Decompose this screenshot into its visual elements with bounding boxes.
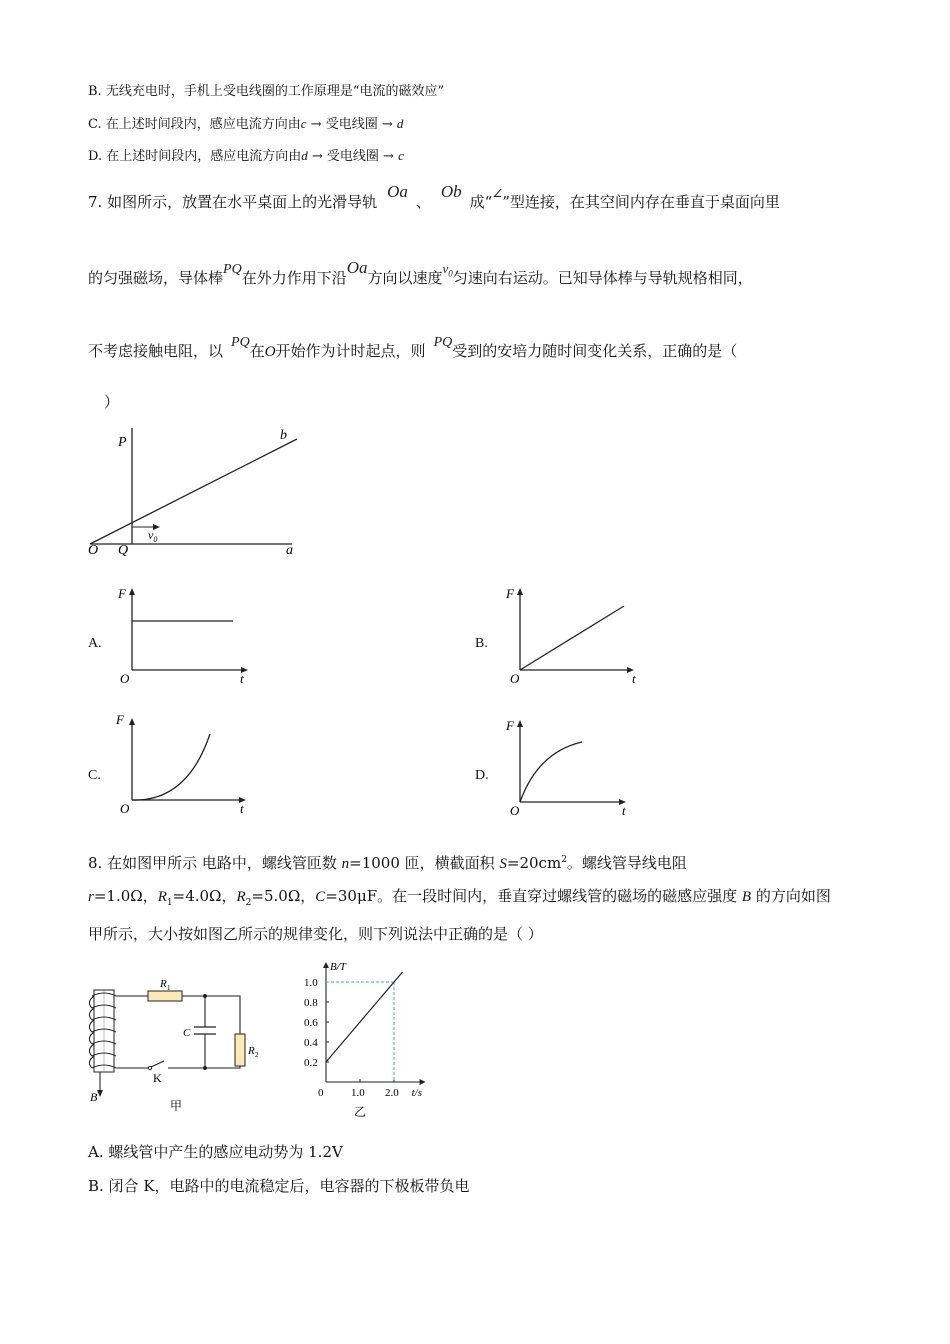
q6-option-c: C. 在上述时间段内，感应电流方向由c → 受电线圈 → d [88,116,404,132]
x-axis-label: t/s [411,1087,423,1099]
svg-text:t: t [622,803,626,818]
x-axis-arrow [420,1079,426,1085]
label-o: O [88,543,99,558]
x-tick-label: 0 [318,1087,324,1099]
graph-b-curve [520,606,624,670]
q7-line-3: 不考虑接触电阻，以 PQ在O开始作为计时起点，则 PQ受到的安培力随时间变化关系，正确的是（ [88,335,738,360]
y-tick-label: 0.8 [304,997,318,1009]
q7-line-1: 7. 如图所示，放置在水平桌面上的光滑导轨Oa、Ob成“∠”型连接，在其空间内存在垂直于桌面向里 [88,182,780,211]
x-tick-label: 2.0 [385,1087,399,1099]
q8-line-2: r=1.0Ω，$R_1=4.0\Omega$，$R_2=5.0\Omega$，C=30μF。在一段时间内，垂直穿过螺线管的磁场的磁感应强度 B 的方向如图 [88,887,831,908]
q6-option-d: D. 在上述时间段内，感应电流方向由d → 受电线圈 → c [88,148,404,164]
q8-circuit-figure [82,970,262,1120]
svg-text:O: O [120,801,130,815]
svg-text:2: 2 [255,1051,259,1059]
resistor-r1 [148,991,182,1001]
bt-series-line [326,972,403,1062]
svg-text:O: O [510,803,520,818]
label-b-field: B [90,1090,98,1104]
q7-rail-figure [80,420,320,560]
rail-ob [90,439,297,544]
q7-option-b-graph [500,582,650,687]
svg-text:C: C [183,1027,191,1039]
caption-jia: 甲 [170,1099,183,1113]
y-tick-label: 0.2 [304,1057,318,1069]
label-b: b [280,428,287,443]
q7-option-b-label: B. [475,636,488,651]
svg-text:F: F [116,712,124,727]
y-tick-label: 0.4 [304,1037,318,1049]
q7-option-a-label: A. [88,636,102,651]
graph-c-curve [132,734,210,800]
q7-option-d-label: D. [475,768,489,783]
svg-text:O: O [120,671,130,686]
svg-text:O: O [510,671,520,686]
q7-line-2: 的匀强磁场，导体棒PQ在外力作用下沿Oa方向以速度$v_0$匀速向右运动。已知导体棒与导轨规格相同， [88,258,753,287]
q7-line-4: ） [104,393,120,411]
svg-text:t: t [240,801,244,815]
svg-text:t: t [632,671,636,686]
label-p: P [118,435,127,450]
svg-text:F: F [506,586,514,601]
svg-text:K: K [153,1071,162,1085]
y-axis-arrow [323,962,329,968]
q7-option-a-graph [112,582,262,687]
svg-text:F: F [118,586,126,601]
q7-option-d-graph [500,712,650,820]
label-v0: $v_0$ [148,528,158,544]
q8-option-b: B. 闭合 K，电路中的电流稳定后，电容器的下极板带负电 [88,1177,470,1195]
svg-text:t: t [240,671,244,686]
q7-option-c-graph [112,710,262,815]
svg-text:R: R [160,978,167,990]
q8-line-1: 8. 在如图甲所示 电路中，螺线管匝数 n=1000 匝，横截面积 $S=20cm^2$。螺线管导线电阻 [88,854,687,872]
y-tick-label: 0.6 [304,1017,318,1029]
q8-bt-chart [296,952,446,1122]
resistor-r2 [235,1034,245,1066]
label-q: Q [118,543,129,558]
q7-option-c-label: C. [88,768,101,783]
svg-text:R: R [248,1045,255,1057]
q6-option-b: B. 无线充电时，手机上受电线圈的工作原理是“电流的磁效应” [88,84,445,99]
q8-line-3: 甲所示，大小按如图乙所示的规律变化，则下列说法中正确的是（ ） [88,925,543,943]
x-tick-label: 1.0 [351,1087,365,1099]
y-axis-label: B/T [330,961,346,973]
q8-option-a: A. 螺线管中产生的感应电动势为 1.2V [88,1143,343,1161]
svg-text:1: 1 [167,984,171,992]
graph-d-curve [520,742,582,802]
label-a: a [286,543,293,558]
svg-text:F: F [506,718,514,733]
caption-yi: 乙 [354,1105,367,1119]
y-tick-label: 1.0 [304,977,318,989]
